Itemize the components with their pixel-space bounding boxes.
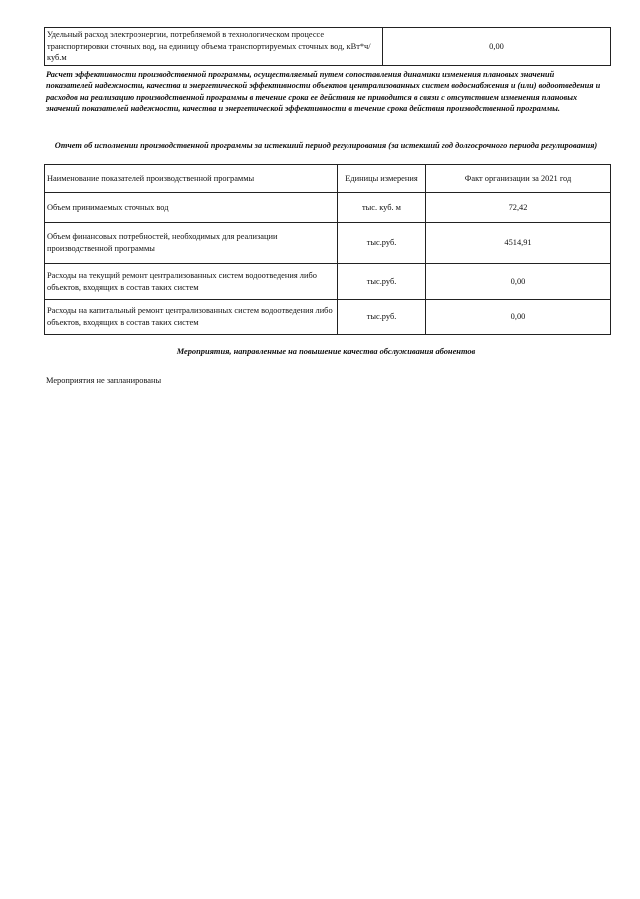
energy-table [44,27,611,66]
row-unit: тыс.руб. [338,264,426,300]
row-fact: 72,42 [426,193,611,223]
row-fact: 4514,91 [426,223,611,264]
row-fact: 0,00 [426,300,611,335]
measures-title: Мероприятия, направленные на повышение качества обслуживания абонентов [176,347,476,356]
row-indicator: Расходы на текущий ремонт централизованных систем водоотведения либо объектов, входящих в состав таких систем [45,264,338,300]
header-fact: Факт организации за 2021 год [426,165,611,193]
table-row [45,193,611,223]
row-indicator: Объем принимаемых сточных вод [45,193,338,223]
report-table [44,164,611,335]
report-title: Отчет об исполнении производственной программы за истекший период регулирования (за истекший год долгосрочного периода регулирования) [54,141,598,150]
row-indicator: Расходы на капитальный ремонт централизованных систем водоотведения либо объектов, входящих в состав таких систем [45,300,338,335]
header-unit: Единицы измерения [338,165,426,193]
row-unit: тыс. куб. м [338,193,426,223]
header-indicator: Наименование показателей производственной программы [45,165,338,193]
row-fact: 0,00 [426,264,611,300]
energy-indicator-label: Удельный расход электроэнергии, потребляемой в технологическом процессе транспортировки сточных вод, на единицу объема транспортируемых сточных вод, кВт*ч/ куб.м [45,28,383,66]
efficiency-calc-paragraph: Расчет эффективности производственной программы, осуществляемый путем сопоставления динамики изменения плановых значений показателей надежности, качества и энергетической эффективности объектов централизованных систем водоснабжения и (или) водоотведения и расходов на реализацию производственной программы в течение срока ее действия не приводится в связи с отсутствием изменения плановых значений показателей надежности, качества и энергетической эффективности в течение срока действия производственной программы. [46,70,601,113]
table-row [45,264,611,300]
table-row [45,28,611,66]
measures-text: Мероприятия не запланированы [46,376,162,385]
row-indicator: Объем финансовых потребностей, необходимых для реализации производственной программы [45,223,338,264]
table-row [45,223,611,264]
row-unit: тыс.руб. [338,300,426,335]
energy-indicator-value: 0,00 [383,28,611,66]
table-row [45,300,611,335]
row-unit: тыс.руб. [338,223,426,264]
table-header-row [45,165,611,193]
